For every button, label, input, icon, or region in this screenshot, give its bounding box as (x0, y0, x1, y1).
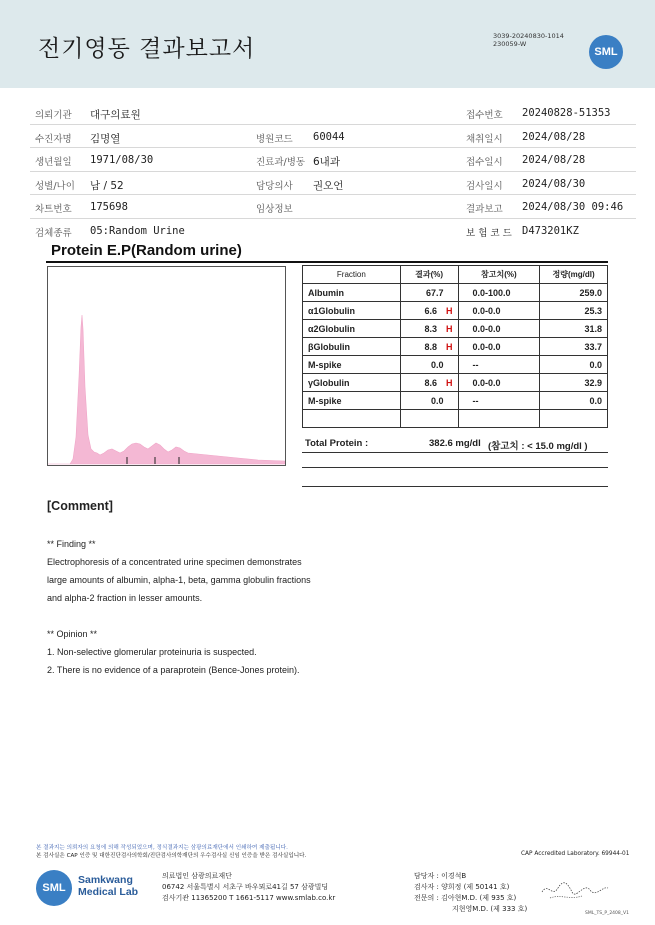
chart-no-value: 175698 (90, 201, 128, 213)
fraction-name: α2Globulin (303, 320, 401, 338)
result-value: 0.0 (431, 395, 444, 406)
info-row (30, 101, 636, 125)
collect-date-label: 채취일시 (466, 133, 503, 145)
insurance-label: 보 험 코 드 (466, 227, 512, 239)
finding-heading: ** Finding ** (47, 539, 96, 549)
total-label: Total Protein : (305, 438, 369, 449)
fraction-name: βGlobulin (303, 338, 401, 356)
fraction-amount: 0.0 (540, 392, 608, 410)
col-reference: 참고치(%) (458, 266, 540, 284)
comment-heading: [Comment] (47, 499, 113, 513)
result-row (303, 284, 608, 302)
hospital-code-value: 60044 (313, 130, 345, 143)
report-header (0, 0, 655, 88)
staff-line: 검사자 : 양희정 (제 50141 호) (414, 883, 510, 891)
col-result: 결과(%) (400, 266, 458, 284)
result-row (303, 302, 608, 320)
finding-line: and alpha-2 fraction in lesser amounts. (47, 593, 203, 603)
fraction-name: M-spike (303, 392, 401, 410)
brand-line: Samkwang (78, 874, 133, 886)
title-divider (46, 261, 608, 263)
result-value: 8.6 (424, 377, 438, 388)
patient-label: 수진자명 (35, 133, 72, 145)
test-date-label: 검사일시 (466, 180, 503, 192)
fraction-amount: 259.0 (540, 284, 608, 302)
brand-line: Medical Lab (78, 886, 139, 898)
patient-info (30, 101, 636, 242)
institution-value: 대구의료원 (90, 109, 141, 121)
doctor-value: 권오언 (313, 179, 344, 192)
fraction-result (400, 302, 458, 320)
dept-label: 진료과/병동 (256, 157, 306, 168)
result-row (303, 320, 608, 338)
total-protein (302, 436, 608, 453)
footer-address (162, 871, 335, 904)
high-flag: H (446, 377, 453, 388)
fraction-name: M-spike (303, 356, 401, 374)
info-row (30, 172, 636, 196)
fraction-name: γGlobulin (303, 374, 401, 392)
col-amount: 정량(mg/dl) (540, 266, 608, 284)
result-value: 8.8 (424, 341, 438, 352)
fraction-reference: 0.0-0.0 (458, 338, 540, 356)
result-row (303, 374, 608, 392)
high-flag: H (446, 305, 453, 316)
fraction-amount: 25.3 (540, 302, 608, 320)
collect-date-value: 2024/08/28 (522, 130, 586, 143)
fraction-result (400, 374, 458, 392)
footer-staff (414, 871, 527, 915)
divider (302, 467, 608, 468)
high-flag: H (446, 341, 453, 352)
electrophoresis-graph (47, 266, 286, 466)
specimen-value: 05:Random Urine (90, 224, 185, 237)
clinical-label: 임상정보 (256, 204, 293, 215)
sex-age-value: 남 / 52 (90, 179, 124, 192)
test-date-value: 2024/08/30 (522, 177, 586, 190)
result-value: 67.7 (426, 287, 444, 298)
finding-line: Electrophoresis of a concentrated urine specimen demonstrates (47, 557, 302, 567)
opinion-line: 2. There is no evidence of a paraprotein (Bence-Jones protein). (47, 665, 300, 675)
result-value: 8.3 (424, 323, 438, 334)
signature (540, 878, 610, 902)
footer-brand (78, 874, 138, 898)
fraction-amount: 0.0 (540, 356, 608, 374)
fraction-reference: 0.0-100.0 (458, 284, 540, 302)
report-date-value: 2024/08/30 09:46 (522, 201, 624, 213)
result-value: 6.6 (424, 305, 438, 316)
receipt-no-label: 접수번호 (466, 110, 503, 121)
dept-value: 6내과 (313, 156, 340, 168)
test-title: Protein E.P(Random urine) (51, 242, 242, 259)
fraction-result (400, 338, 458, 356)
insurance-value: D473201KZ (522, 224, 579, 237)
divider (302, 486, 608, 487)
receive-date-value: 2024/08/28 (522, 154, 586, 166)
result-row (303, 356, 608, 374)
fraction-result (400, 392, 458, 410)
fraction-amount: 32.9 (540, 374, 608, 392)
total-value: 382.6 mg/dl (429, 438, 481, 449)
fraction-reference: 0.0-0.0 (458, 320, 540, 338)
fraction-result (400, 284, 458, 302)
fraction-amount: 31.8 (540, 320, 608, 338)
doc-id-1: 3039-20240830-1014 (493, 32, 564, 40)
form-code: SML_TS_P_2408_V1 (585, 911, 629, 916)
institution-label: 의뢰기관 (35, 110, 72, 121)
col-fraction: Fraction (303, 266, 401, 284)
results-table (302, 265, 608, 428)
receive-date-label: 접수일시 (466, 157, 503, 168)
org-name: 의료법인 삼광의료재단 (162, 872, 232, 880)
fraction-reference: -- (458, 392, 540, 410)
staff-line: 전문의 : 김아현M.D. (제 935 호) (414, 894, 517, 902)
footer-note: 본 검사실은 CAP 인증 및 대한진단검사의학회/진단검사의학재단의 우수검사실 신임 인증을 받은 검사실입니다. (36, 853, 307, 859)
contact: 검사기관 11365200 T 1661-5117 www.smlab.co.kr (162, 894, 336, 902)
finding-line: large amounts of albumin, alpha-1, beta, gamma globulin fractions (47, 575, 311, 585)
birth-value: 1971/08/30 (90, 154, 154, 166)
fraction-reference: 0.0-0.0 (458, 374, 540, 392)
fraction-result (400, 320, 458, 338)
fraction-name: Albumin (303, 284, 401, 302)
fraction-amount: 33.7 (540, 338, 608, 356)
opinion-line: 1. Non-selective glomerular proteinuria is suspected. (47, 647, 257, 657)
document-ids (493, 32, 564, 48)
sml-logo: SML (589, 35, 623, 69)
fraction-reference: 0.0-0.0 (458, 302, 540, 320)
result-row (303, 338, 608, 356)
patient-value: 김명열 (90, 132, 121, 145)
info-row (30, 195, 636, 219)
doc-id-2: 230059-W (493, 40, 527, 48)
high-flag: H (446, 323, 453, 334)
doctor-label: 담당의사 (256, 180, 293, 192)
specimen-label: 검체종류 (35, 227, 72, 239)
chart-no-label: 차트번호 (35, 204, 72, 215)
report-title: 전기영동 결과보고서 (38, 36, 256, 62)
results-header-row (303, 266, 608, 284)
empty-row (303, 410, 608, 428)
cap-accreditation: CAP Accredited Laboratory. 69944-01 (521, 851, 630, 857)
sex-age-label: 성별/나이 (35, 180, 75, 192)
receipt-no-value: 20240828-51353 (522, 107, 611, 119)
footer-sml-logo: SML (36, 870, 72, 906)
curve-fill (48, 315, 285, 464)
birth-label: 생년월일 (35, 157, 72, 168)
info-row (30, 125, 636, 149)
address: 06742 서울특별시 서초구 바우뫼로41길 57 삼광빌딩 (162, 883, 329, 891)
hospital-code-label: 병원코드 (256, 133, 293, 145)
opinion-heading: ** Opinion ** (47, 629, 98, 639)
fraction-name: α1Globulin (303, 302, 401, 320)
report-date-label: 결과보고 (466, 204, 503, 215)
electrophoresis-curve (48, 267, 285, 465)
result-value: 0.0 (431, 359, 444, 370)
total-reference: (참고치 : < 15.0 mg/dl ) (488, 441, 588, 452)
info-row (30, 148, 636, 172)
staff-line: 지현영M.D. (제 333 호) (452, 905, 528, 913)
footer-note: 본 결과지는 의뢰자의 요청에 의해 작성되었으며, 정식결과지는 삼광의료재단에서 인쇄하여 제출됩니다. (36, 845, 288, 851)
fraction-reference: -- (458, 356, 540, 374)
info-row (30, 219, 636, 243)
fraction-result (400, 356, 458, 374)
staff-line: 담당자 : 이경석B (414, 872, 467, 880)
result-row (303, 392, 608, 410)
